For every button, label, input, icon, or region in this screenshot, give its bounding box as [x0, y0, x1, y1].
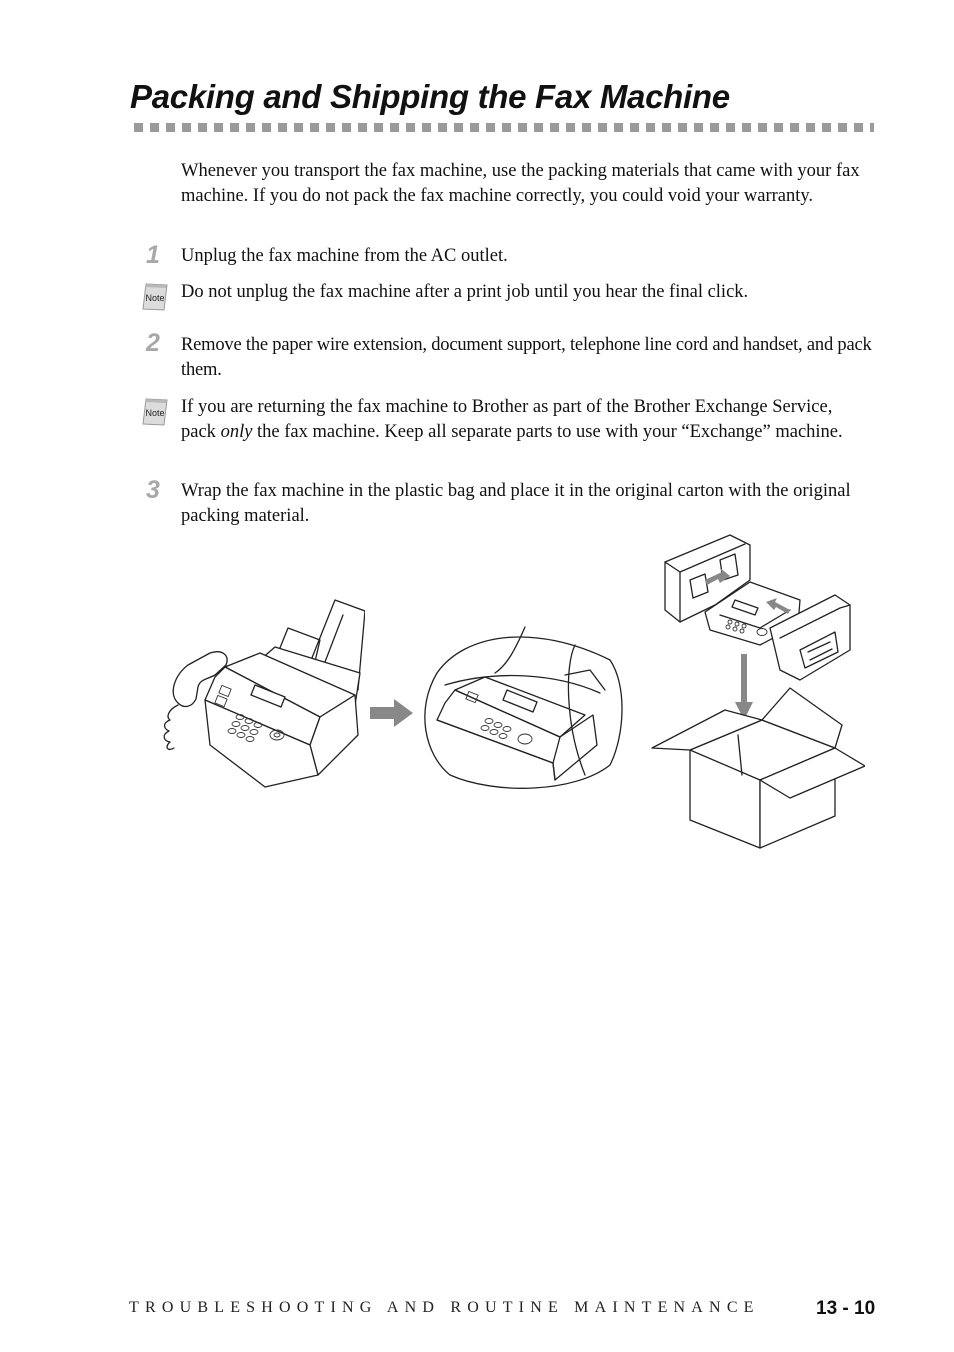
- intro-paragraph: Whenever you transport the fax machine, use the packing materials that came with your fax machine. If you do not pack the fax machine correctly, you could void your warranty.: [181, 161, 860, 206]
- footer-section-title: TROUBLESHOOTING AND ROUTINE MAINTENANCE: [129, 1299, 760, 1316]
- page-title: Packing and Shipping the Fax Machine: [130, 78, 730, 115]
- note-icon-label: Note: [145, 293, 165, 303]
- step-2-number: 2: [146, 329, 160, 357]
- note-2-text: [181, 395, 861, 445]
- step-1-number: 1: [146, 241, 160, 269]
- page-number: 13 - 10: [816, 1298, 876, 1319]
- note-1-text: Do not unplug the fax machine after a print job until you hear the final click.: [181, 282, 749, 302]
- note-icon: [140, 397, 170, 427]
- note-2-emphasis: only: [220, 422, 253, 442]
- step-3-number: 3: [146, 476, 160, 504]
- title-dotted-rule: [134, 123, 874, 132]
- step-1-text: Unplug the fax machine from the AC outlet.: [181, 246, 508, 266]
- step-3-text: Wrap the fax machine in the plastic bag and place it in the original carton with the original packing material.: [181, 481, 851, 526]
- arrow-down-icon: [735, 654, 753, 720]
- note-icon-label: Note: [145, 408, 165, 418]
- arrow-right-icon: [370, 697, 414, 729]
- bagged-fax-illustration: [415, 615, 625, 793]
- note-2-text-before: If you are returning the fax machine to Brother as part of the Brother Exchange Service, pack: [181, 397, 833, 442]
- carton-packing-illustration: [650, 530, 865, 855]
- step-2-text: Remove the paper wire extension, document support, telephone line cord and handset, and pack them.: [181, 335, 872, 380]
- note-icon: [140, 282, 170, 312]
- note-2-text-after: the fax machine. Keep all separate parts to use with your “Exchange” machine.: [252, 422, 843, 442]
- fax-machine-illustration: [160, 595, 365, 795]
